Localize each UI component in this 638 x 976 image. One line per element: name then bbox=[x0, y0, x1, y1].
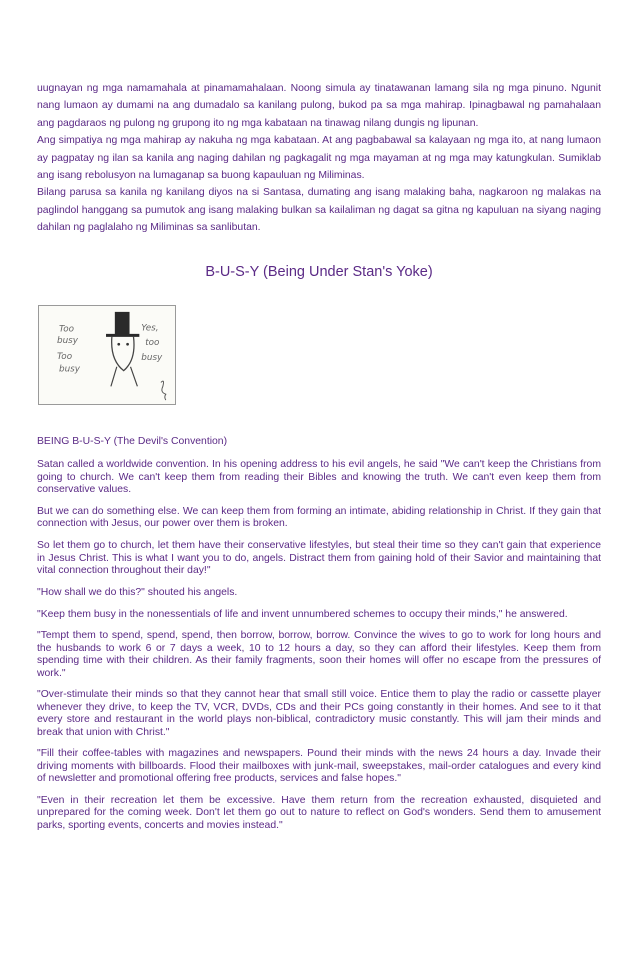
intro-section bbox=[37, 80, 601, 237]
article-title: B-U-S-Y (Being Under Stan's Yoke) bbox=[205, 264, 433, 280]
body-paragraph-8: "Fill their coffee-tables with magazines and newspapers. Pound their minds with the news 24 hours a day. Invade their driving moments with billboards. Flood their mailboxes with junk-mail, sweepstakes, mail-order catalogues and every kind of newsletter and promotional offering free products, services and false hopes." bbox=[37, 748, 601, 785]
body-paragraph-6: "Tempt them to spend, spend, spend, then borrow, borrow, borrow. Convince the wives to go to work for long hours and the husbands to work 6 or 7 days a week, 10 to 12 hours a day, so they can afford their lifestyles. Keep them from spending time with their children. As their family fragments, soon their homes will offer no escape from the pressures of work." bbox=[37, 630, 601, 679]
body-paragraph-2: But we can do something else. We can keep them from forming an intimate, abiding relationship in Christ. If they gain that connection with Jesus, our power over them is broken. bbox=[37, 506, 601, 530]
body-paragraph-7: "Over-stimulate their minds so that they cannot hear that small still voice. Entice them to play the radio or cassette player whenever they drive, to keep the TV, VCR, DVDs, CDs and their PCs going constantly in their homes. And see to it that every store and restaurant in the world plays non-biblical, contradictory music constantly. This will jam their minds and break that union with Christ." bbox=[37, 689, 601, 738]
body-paragraph-1: Satan called a worldwide convention. In his opening address to his evil angels, he said "We can't keep the Christians from going to church. We can't keep them from reading their Bibles and knowing the truth. We can't even keep them from conservative values. bbox=[37, 459, 601, 496]
intro-paragraph-3: Bilang parusa sa kanila ng kanilang diyos na si Santasa, dumating ang isang malaking baha, nagkaroon ng malakas na paglindol hanggang sa pumutok ang isang malaking bulkan sa kailaliman ng dagat sa gitna ng kapuluan na siyang naging dahilan ng paglalaho ng Miliminas sa sanlibutan. bbox=[37, 187, 601, 234]
top-hat-icon bbox=[115, 312, 130, 335]
cartoon-right-text-1: Yes, bbox=[141, 323, 159, 334]
intro-paragraph-2: Ang simpatiya ng mga mahirap ay nakuha ng mga kabataan. At ang pagbabawal sa kalayaan ng mga ito, at nang lumaon ay pagpatay ng ilan sa kanila ang naging dahilan ng pagkagalit ng mga mayaman at ng mga may katungkulan. Sumiklab ang isang rebolusyon na lumaganap sa buong kapauluan ng Miliminas. bbox=[37, 135, 601, 182]
body-paragraph-4: "How shall we do this?" shouted his angels. bbox=[37, 586, 238, 598]
cartoon-right-text-2: too bbox=[145, 338, 160, 349]
article-body bbox=[37, 436, 601, 842]
cartoon-drawing bbox=[39, 306, 175, 404]
body-heading: BEING B-U-S-Y (The Devil's Convention) bbox=[37, 436, 228, 447]
cartoon-right-text-3: busy bbox=[141, 352, 163, 363]
body-paragraph-9: "Even in their recreation let them be excessive. Have them return from the recreation exhausted, disquieted and unprepared for the coming week. Don't let them go out to nature to reflect on God's wonders. Send them to amusement parks, sporting events, concerts and movies instead." bbox=[37, 795, 601, 831]
body-paragraph-3: So let them go to church, let them have their conservative lifestyles, but steal their time so they can't gain that experience in Jesus Christ. This is what I want you to do, angels. Distract them from gaining hold of their Savior and maintaining that vital connection throughout their day!" bbox=[37, 540, 601, 577]
signature-icon bbox=[161, 381, 166, 400]
cartoon-image bbox=[38, 305, 176, 405]
cartoon-left-text-4: busy bbox=[58, 364, 80, 375]
body-paragraph-5: "Keep them busy in the nonessentials of life and invent unnumbered schemes to occupy their minds," he answered. bbox=[37, 608, 568, 620]
cartoon-left-text-3: Too bbox=[57, 351, 73, 362]
cartoon-left-text-2: busy bbox=[57, 336, 79, 347]
cartoon-left-text-1: Too bbox=[58, 324, 75, 335]
intro-paragraph-1: uugnayan ng mga namamahala at pinamamahalaan. Noong simula ay tinatawanan lamang sila ng mga pinuno. Ngunit nang lumaon ay dumami na ang dumadalo sa kanilang pulong, bukod pa sa mga mahirap. Ipinagbawal ng pamahalaan ang pagdaraos ng pulong ng grupong ito ng mga kabataan na tinawag nilang dungis ng lipunan. bbox=[37, 83, 601, 129]
